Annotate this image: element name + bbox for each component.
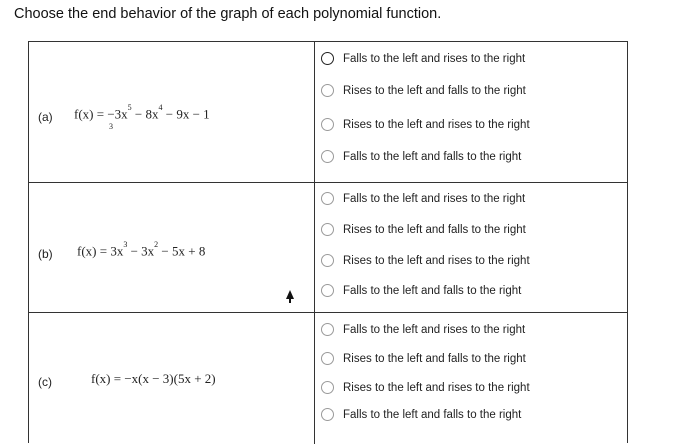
- radio-button[interactable]: [321, 381, 334, 394]
- radio-button[interactable]: [321, 150, 334, 163]
- radio-button[interactable]: [321, 118, 334, 131]
- option-b-4[interactable]: Falls to the left and falls to the right: [321, 284, 521, 297]
- row-b: [29, 183, 627, 313]
- option-c-2[interactable]: Rises to the left and falls to the right: [321, 352, 526, 365]
- column-divider: [314, 183, 315, 312]
- formula-c: f(x) = −x(x − 3)(5x + 2): [91, 371, 216, 386]
- radio-button[interactable]: [321, 408, 334, 421]
- radio-button[interactable]: [321, 52, 334, 65]
- radio-button[interactable]: [321, 323, 334, 336]
- option-a-1[interactable]: Falls to the left and rises to the right: [321, 52, 525, 65]
- radio-button[interactable]: [321, 352, 334, 365]
- row-a: [29, 42, 627, 183]
- option-c-1[interactable]: Falls to the left and rises to the right: [321, 323, 525, 336]
- radio-button[interactable]: [321, 223, 334, 236]
- option-a-3[interactable]: Rises to the left and rises to the right: [321, 118, 530, 131]
- formula-a-subscript: 3: [109, 122, 113, 131]
- part-label: (b): [38, 247, 53, 261]
- formula-b: $f(x) = 3x^3 - 3x^2 - 5x + 8$: [77, 240, 206, 259]
- column-divider: [314, 42, 315, 182]
- option-c-3[interactable]: Rises to the left and rises to the right: [321, 381, 530, 394]
- column-divider: [314, 313, 315, 444]
- option-b-2[interactable]: Rises to the left and falls to the right: [321, 223, 526, 236]
- row-c: [29, 313, 627, 444]
- mouse-cursor-icon: [286, 290, 294, 299]
- radio-button[interactable]: [321, 254, 334, 267]
- option-b-1[interactable]: Falls to the left and rises to the right: [321, 192, 525, 205]
- part-label: (a): [38, 110, 53, 124]
- option-c-4[interactable]: Falls to the left and falls to the right: [321, 408, 521, 421]
- option-a-2[interactable]: Rises to the left and falls to the right: [321, 84, 526, 97]
- formula-a: $f(x) = -3x^5 - 8x^4 - 9x - 1$: [74, 103, 210, 122]
- option-a-4[interactable]: Falls to the left and falls to the right: [321, 150, 521, 163]
- radio-button[interactable]: [321, 192, 334, 205]
- question-text: Choose the end behavior of the graph of each polynomial function.: [14, 6, 442, 22]
- radio-button[interactable]: [321, 84, 334, 97]
- option-b-3[interactable]: Rises to the left and rises to the right: [321, 254, 530, 267]
- part-label: (c): [38, 375, 52, 389]
- radio-button[interactable]: [321, 284, 334, 297]
- question-table: [28, 41, 628, 443]
